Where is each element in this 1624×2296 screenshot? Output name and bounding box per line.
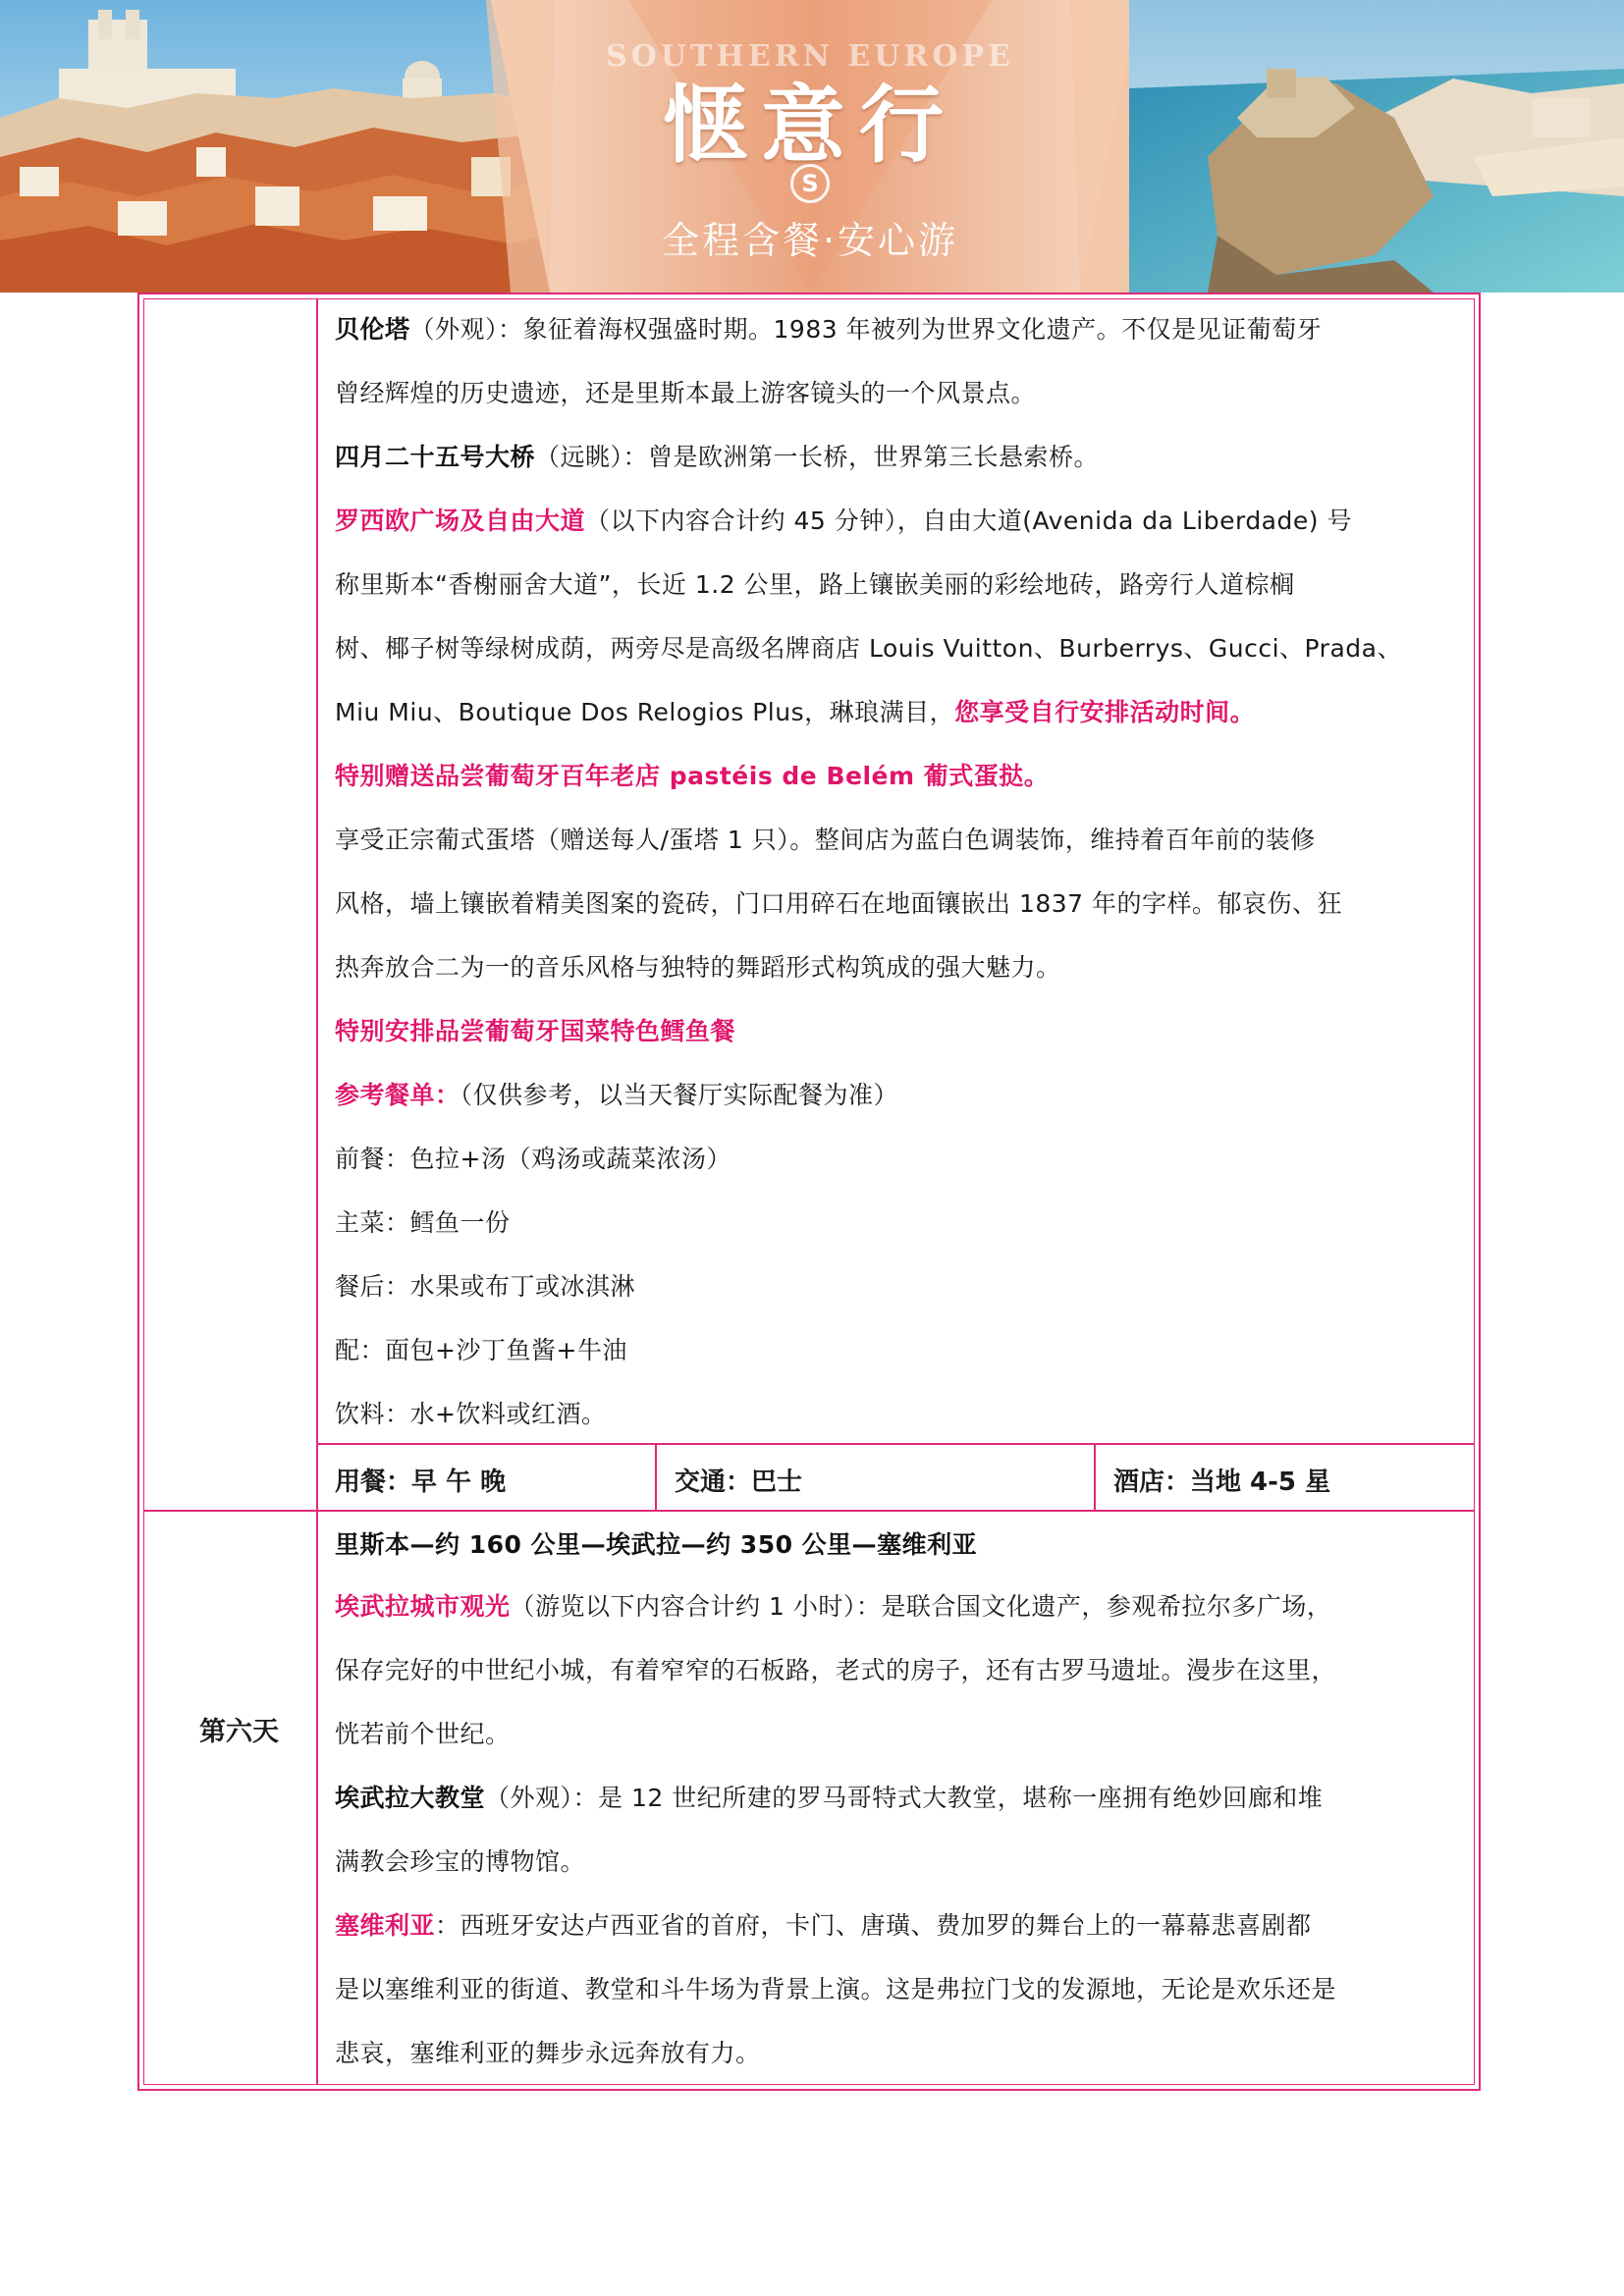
text: Miu Miu、Boutique Dos Relogios Plus，琳琅满目， bbox=[335, 698, 955, 726]
paragraph: 树、椰子树等绿树成荫，两旁尽是高级名牌商店 Louis Vuitton、Burberrys、Gucci、Prada、 bbox=[335, 634, 1402, 663]
route-title: 里斯本—约 160 公里—埃武拉—约 350 公里—塞维利亚 bbox=[335, 1530, 978, 1559]
paragraph: 满教会珍宝的博物馆。 bbox=[335, 1847, 586, 1876]
paragraph bbox=[335, 680, 1464, 744]
paragraph: 是以塞维利亚的街道、教堂和斗牛场为背景上演。这是弗拉门戈的发源地，无论是欢乐还是 bbox=[335, 1975, 1337, 2003]
highlight-text: 塞维利亚 bbox=[335, 1911, 436, 1940]
menu-item: 配：面包+沙丁鱼酱+牛油 bbox=[335, 1336, 627, 1364]
hotel-cell: 酒店：当地 4-5 星 bbox=[1113, 1468, 1331, 1497]
meals-cell: 用餐：早 午 晚 bbox=[335, 1468, 507, 1497]
paragraph: 曾经辉煌的历史遗迹，还是里斯本最上游客镜头的一个风景点。 bbox=[335, 379, 1037, 407]
day-label: 第六天 bbox=[199, 1717, 279, 1747]
highlight-text: 埃武拉城市观光 bbox=[335, 1592, 511, 1621]
highlight-text: 罗西欧广场及自由大道 bbox=[335, 507, 586, 535]
highlight-text: 参考餐单： bbox=[335, 1081, 460, 1109]
menu-item: 餐后：水果或布丁或冰淇淋 bbox=[335, 1272, 636, 1301]
text: （外观）：是 12 世纪所建的罗马哥特式大教堂，堪称一座拥有绝妙回廊和堆 bbox=[485, 1784, 1324, 1812]
text: ：西班牙安达卢西亚省的首府，卡门、唐璜、费加罗的舞台上的一幕幕悲喜剧都 bbox=[435, 1911, 1312, 1940]
banner-title: 惬意行 bbox=[663, 76, 957, 175]
day6-description bbox=[335, 1516, 1464, 2085]
text: （游览以下内容合计约 1 小时）：是联合国文化遗产，参观希拉尔多广场， bbox=[510, 1592, 1332, 1621]
highlight-paragraph: 特别赠送品尝葡萄牙百年老店 pastéis de Belém 葡式蛋挞。 bbox=[335, 762, 1050, 790]
day-column-divider bbox=[316, 298, 318, 2085]
transport-cell: 交通：巴士 bbox=[675, 1468, 803, 1497]
paragraph bbox=[335, 1766, 1464, 1830]
paragraph bbox=[335, 297, 1464, 361]
text: （仅供参考，以当天餐厅实际配餐为准） bbox=[460, 1081, 899, 1109]
meal-cell-divider-1 bbox=[655, 1443, 657, 1510]
attraction-name: 四月二十五号大桥 bbox=[335, 443, 536, 471]
text: （远眺）：曾是欧洲第一长桥，世界第三长悬索桥。 bbox=[535, 443, 1100, 471]
text: （以下内容合计约 45 分钟），自由大道(Avenida da Liberdade) 号 bbox=[585, 507, 1352, 535]
highlight-paragraph: 特别安排品尝葡萄牙国菜特色鳕鱼餐 bbox=[335, 1017, 736, 1045]
paragraph bbox=[335, 425, 1464, 489]
paragraph: 热奔放合二为一的音乐风格与独特的舞蹈形式构筑成的强大魅力。 bbox=[335, 953, 1061, 982]
header-banner bbox=[0, 0, 1624, 293]
paragraph: 享受正宗葡式蛋塔（赠送每人/蛋塔 1 只）。整间店为蓝白色调装饰，维持着百年前的装修 bbox=[335, 826, 1316, 854]
banner-subtitle: SOUTHERN EUROPE bbox=[606, 39, 1014, 74]
paragraph bbox=[335, 1894, 1464, 1957]
meal-cell-divider-2 bbox=[1094, 1443, 1096, 1510]
menu-item: 饮料：水+饮料或红酒。 bbox=[335, 1400, 607, 1428]
text: （外观）：象征着海权强盛时期。1983 年被列为世界文化遗产。不仅是见证葡萄牙 bbox=[409, 315, 1323, 344]
day5-description bbox=[335, 297, 1464, 1446]
paragraph: 风格，墙上镶嵌着精美图案的瓷砖，门口用碎石在地面镶嵌出 1837 年的字样。郁哀伤、狂 bbox=[335, 889, 1343, 918]
highlight-text: 您享受自行安排活动时间。 bbox=[954, 698, 1256, 726]
menu-item: 前餐：色拉+汤（鸡汤或蔬菜浓汤） bbox=[335, 1145, 731, 1173]
attraction-name: 埃武拉大教堂 bbox=[335, 1784, 486, 1812]
paragraph: 称里斯本“香榭丽舍大道”，长近 1.2 公里，路上镶嵌美丽的彩绘地砖，路旁行人道棕榈 bbox=[335, 570, 1295, 599]
emblem-icon: S bbox=[790, 164, 830, 203]
menu-item: 主菜：鳕鱼一份 bbox=[335, 1208, 511, 1237]
paragraph bbox=[335, 489, 1464, 553]
attraction-name: 贝伦塔 bbox=[335, 315, 410, 344]
paragraph: 保存完好的中世纪小城，有着窄窄的石板路，老式的房子，还有古罗马遗址。漫步在这里， bbox=[335, 1656, 1337, 1684]
paragraph bbox=[335, 1063, 1464, 1127]
banner-slogan: 全程含餐·安心游 bbox=[661, 219, 959, 262]
paragraph: 恍若前个世纪。 bbox=[335, 1720, 511, 1748]
paragraph bbox=[335, 1575, 1464, 1638]
paragraph: 悲哀，塞维利亚的舞步永远奔放有力。 bbox=[335, 2039, 761, 2067]
